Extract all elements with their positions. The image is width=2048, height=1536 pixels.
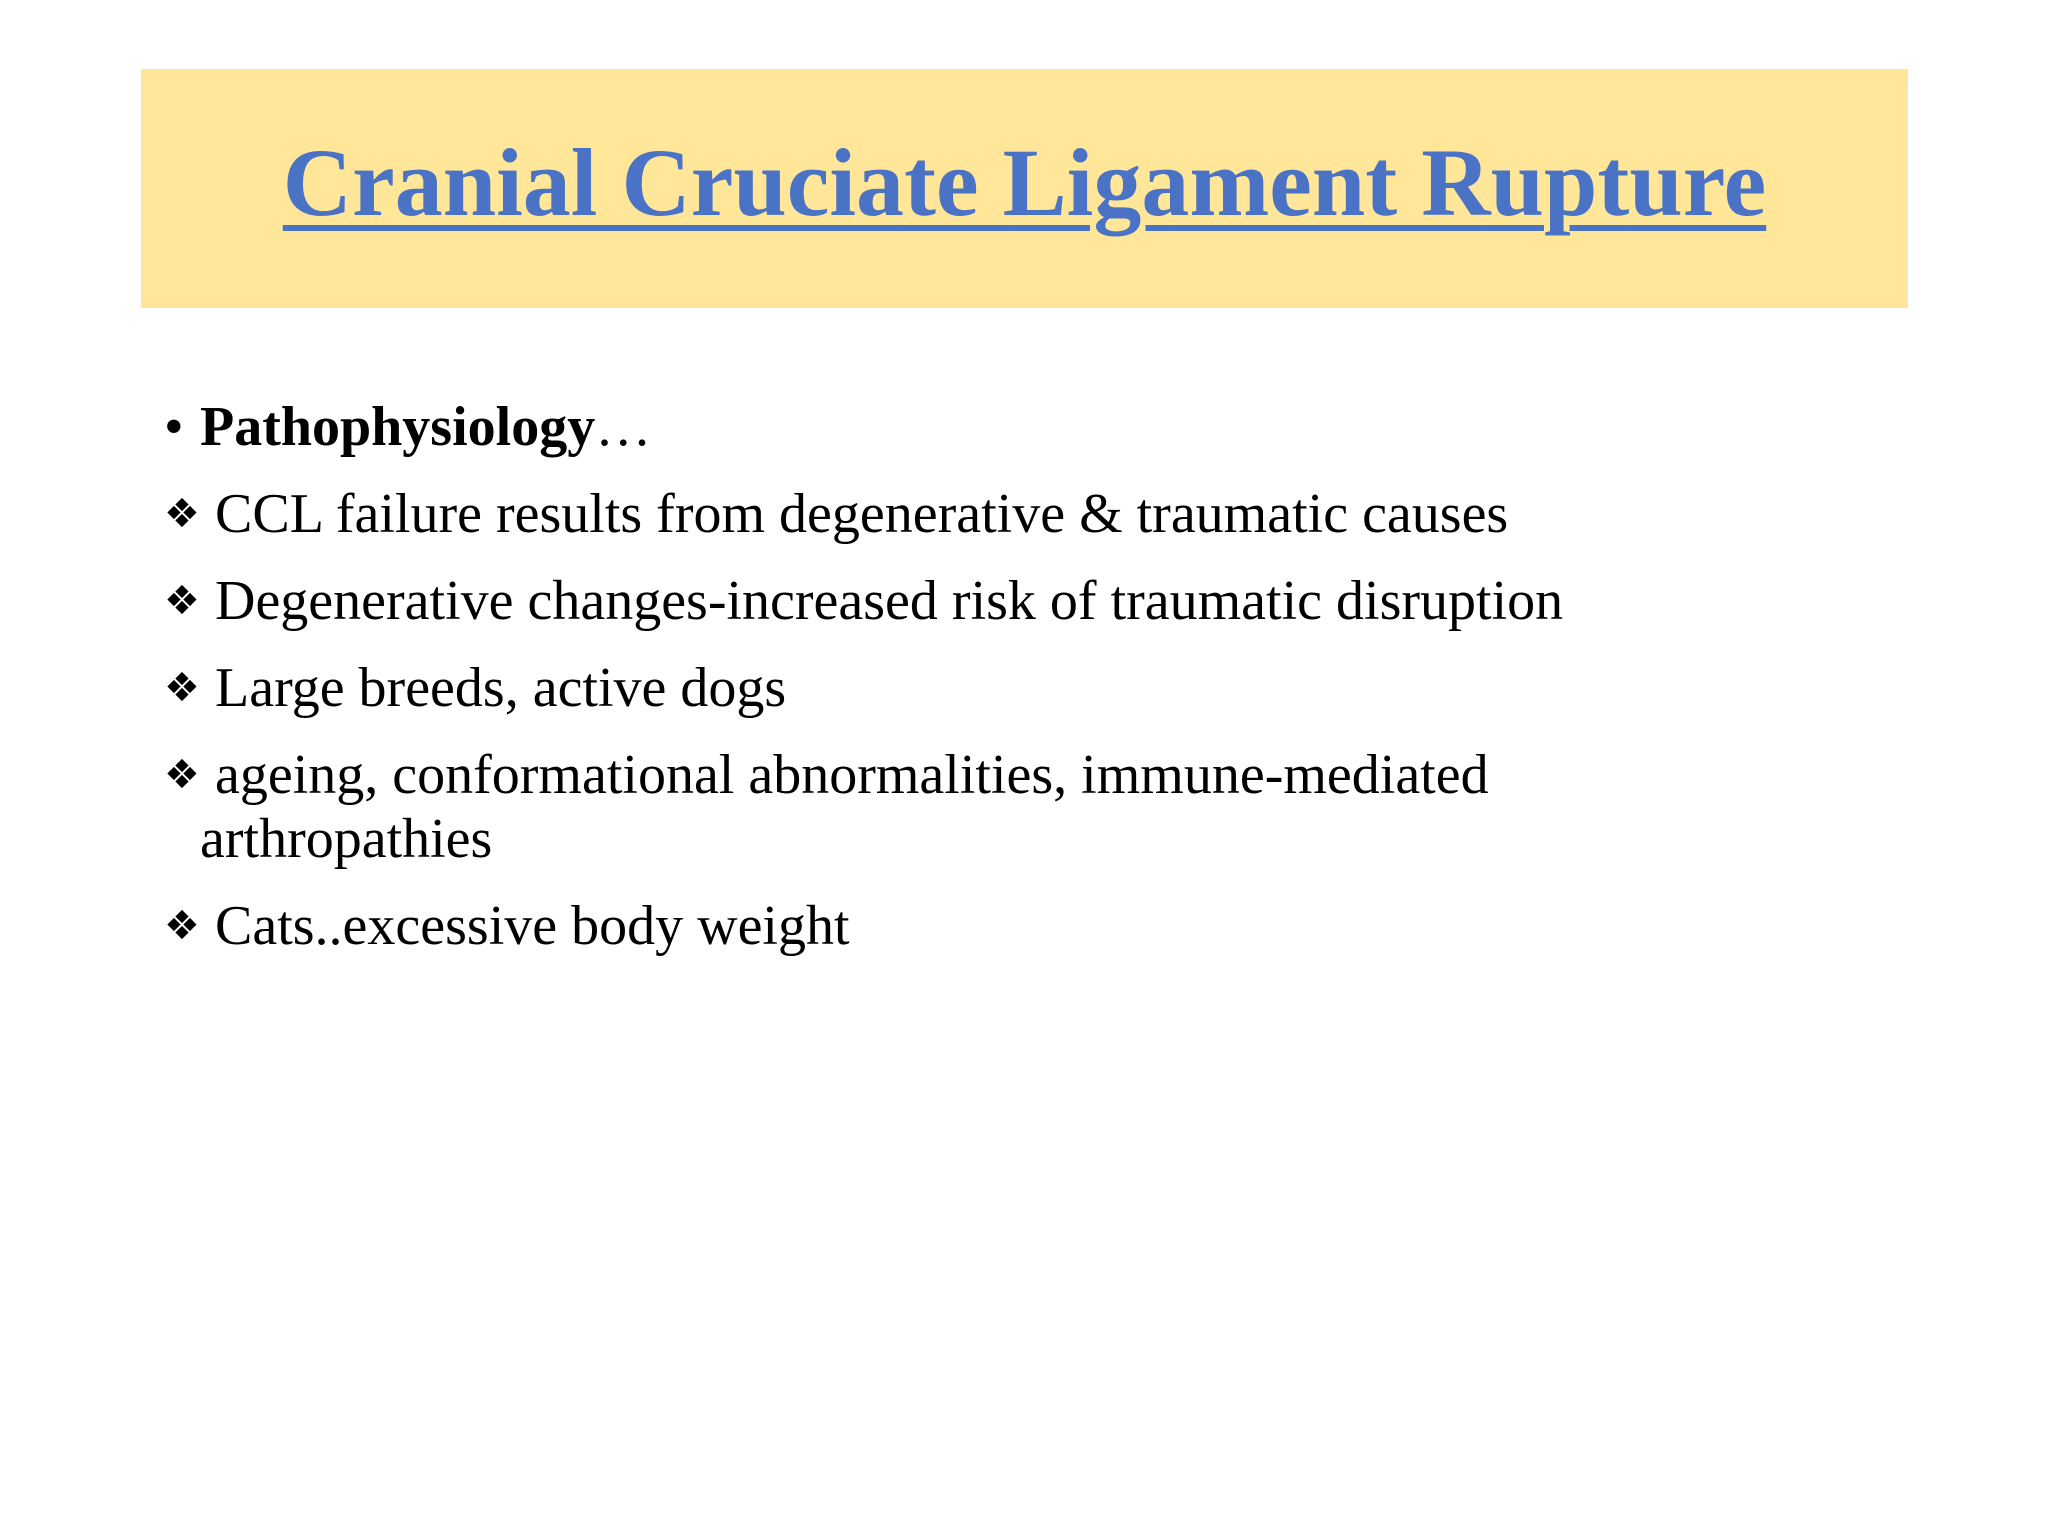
list-item-text: Cats..excessive body weight bbox=[215, 895, 850, 957]
list-item-text: CCL failure results from degenerative & traumatic causes bbox=[215, 483, 1509, 545]
bullet-dot-icon: • bbox=[164, 396, 184, 458]
list-item bbox=[160, 482, 1940, 546]
section-heading-label: Pathophysiology bbox=[200, 396, 596, 458]
list-item bbox=[160, 894, 1940, 958]
bullet-list bbox=[160, 482, 1940, 958]
list-item-text-continuation: arthropathies bbox=[200, 808, 493, 870]
list-item-text: Large breeds, active dogs bbox=[215, 657, 787, 719]
list-item bbox=[160, 569, 1940, 633]
diamond-bullet-icon: ❖ bbox=[164, 903, 200, 949]
diamond-bullet-icon: ❖ bbox=[164, 491, 200, 537]
diamond-bullet-icon: ❖ bbox=[164, 578, 200, 624]
list-item bbox=[160, 656, 1940, 720]
diamond-bullet-icon: ❖ bbox=[164, 665, 200, 711]
section-heading bbox=[160, 395, 1940, 459]
list-item-text: ageing, conformational abnormalities, immune-mediated bbox=[215, 744, 1489, 806]
title-band bbox=[141, 69, 1908, 308]
slide-content bbox=[160, 395, 1940, 981]
section-heading-suffix: … bbox=[595, 396, 652, 458]
diamond-bullet-icon: ❖ bbox=[164, 752, 200, 798]
list-item-text: Degenerative changes-increased risk of traumatic disruption bbox=[215, 570, 1564, 632]
slide-title: Cranial Cruciate Ligament Rupture bbox=[282, 128, 1767, 236]
list-item bbox=[160, 743, 1940, 871]
